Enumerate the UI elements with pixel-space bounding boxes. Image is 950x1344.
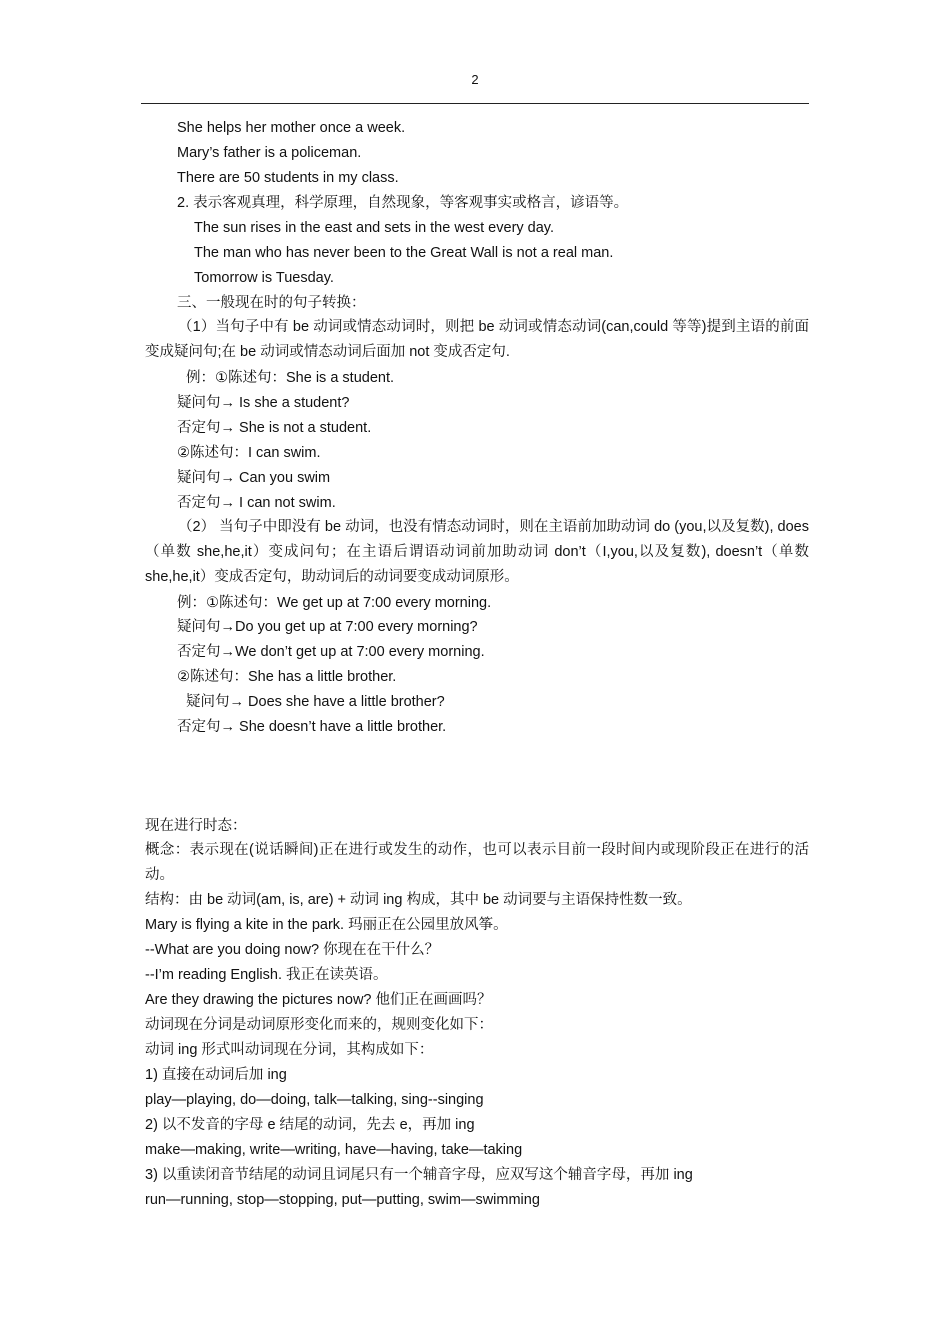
example-sentence: --I’m reading English. 我正在读英语。 [145,967,388,983]
structure-line: 结构：由 be 动词(am, is, are) + 动词 ing 构成，其中 be 动词要与主语保持性数一致。 [145,892,692,908]
example-sentence: 否定句→ She is not a student. [177,420,372,436]
example-sentence: Are they drawing the pictures now? 他们正在画画吗？ [145,992,492,1008]
example-sentence: The man who has never been to the Great Wall is not a real man. [194,245,614,261]
example-sentence: ②陈述句：I can swim. [177,445,321,461]
rule-paragraph: （2） 当句子中即没有 be 动词，也没有情态动词时，则在主语前加助动词 do (you,以及复数), does（单数 she,he,it）变成问句；在主语后谓语动词前加助动词 don’t（I,you,以及复数), doesn’t（单数 she,he,it）变成否定句，助动词后的动词要变成动词原形。 [145,519,809,585]
example-sentence: 否定句→ She doesn’t have a little brother. [177,719,447,735]
example-sentence: --What are you doing now? 你现在在干什么？ [145,942,440,958]
example-sentence: 疑问句→Do you get up at 7:00 every morning? [177,619,478,635]
example-sentence: 例：①陈述句：We get up at 7:00 every morning. [177,595,492,611]
example-sentence: 疑问句→ Is she a student? [177,395,350,411]
example-sentence: The sun rises in the east and sets in the west every day. [194,220,555,236]
rule-line: 动词现在分词是动词原形变化而来的，规则变化如下： [145,1017,493,1033]
example-sentence: 疑问句→ Can you swim [177,470,331,486]
example-sentence: 否定句→ I can not swim. [177,495,336,511]
section-heading: 三、一般现在时的句子转换： [177,295,366,311]
example-sentence: Mary is flying a kite in the park. 玛丽正在公园里放风筝。 [145,917,508,933]
page-number: 2 [471,72,479,87]
example-sentence: 例：①陈述句：She is a student. [186,370,395,386]
rule-line: 动词 ing 形式叫动词现在分词，其构成如下： [145,1042,434,1058]
header-rule [141,103,809,104]
example-sentence: Tomorrow is Tuesday. [194,270,334,286]
example-sentence: ②陈述句：She has a little brother. [177,669,397,685]
section-heading: 现在进行时态： [145,818,247,834]
example-words: make—making, write—writing, have—having, take—taking [145,1142,523,1158]
rule-paragraph: （1）当句子中有 be 动词或情态动词时，则把 be 动词或情态动词(can,could 等等)提到主语的前面变成疑问句;在 be 动词或情态动词后面加 not 变成否定句. [145,319,809,360]
example-sentence: 否定句→We don’t get up at 7:00 every morning. [177,644,485,660]
example-sentence: Mary’s father is a policeman. [177,145,362,161]
example-sentence: She helps her mother once a week. [177,120,406,136]
rule-heading: 2. 表示客观真理，科学原理，自然现象，等客观事实或格言，谚语等。 [177,195,629,211]
example-sentence: 疑问句→ Does she have a little brother? [186,694,445,710]
example-sentence: There are 50 students in my class. [177,170,399,186]
rule-item: 2) 以不发音的字母 e 结尾的动词，先去 e，再加 ing [145,1117,475,1133]
rule-item: 3) 以重读闭音节结尾的动词且词尾只有一个辅音字母，应双写这个辅音字母，再加 ing [145,1167,693,1183]
example-words: run—running, stop—stopping, put—putting, swim—swimming [145,1192,540,1208]
example-words: play—playing, do—doing, talk—talking, sing--singing [145,1092,484,1108]
rule-item: 1) 直接在动词后加 ing [145,1067,287,1083]
concept-paragraph: 概念：表示现在(说话瞬间)正在进行或发生的动作，也可以表示目前一段时间内或现阶段正在进行的活动。 [145,842,809,883]
